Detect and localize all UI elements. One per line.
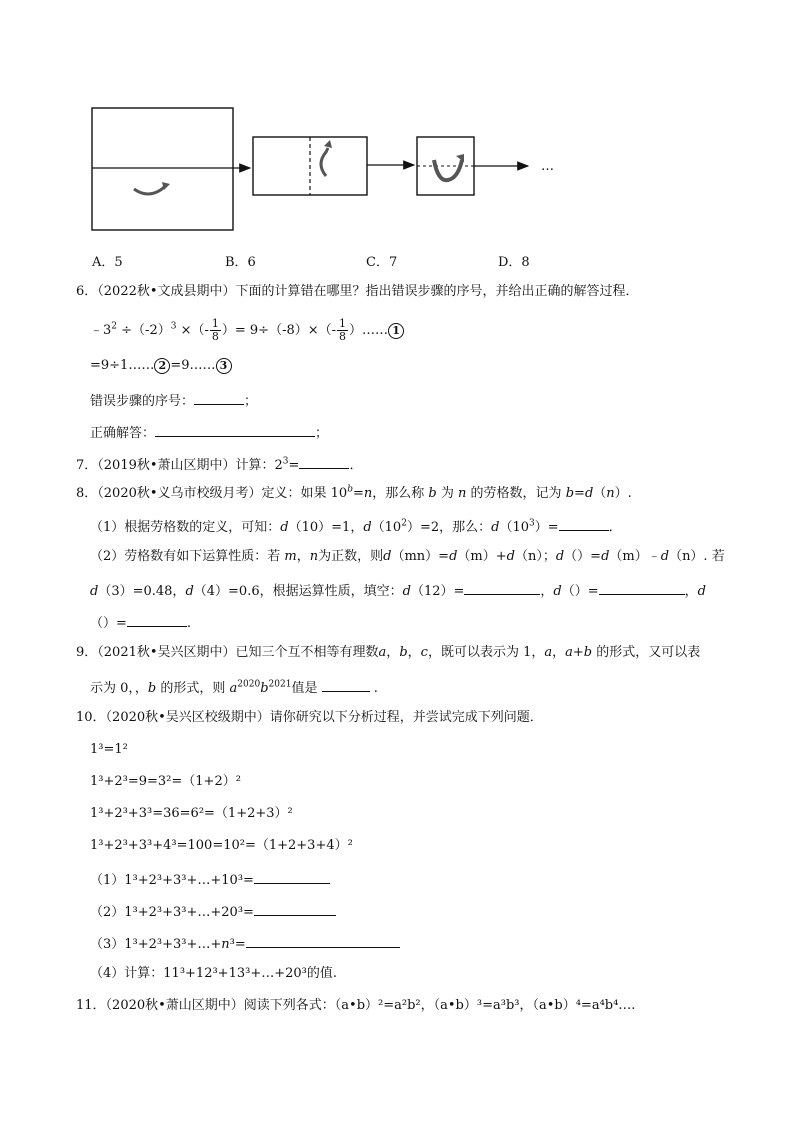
step-3-marker: 3 <box>216 358 232 374</box>
q9-answer-blank[interactable] <box>322 677 370 692</box>
q8-d2-blank[interactable] <box>599 580 685 595</box>
q6-header: 6．（2022秋•文成县期中）下面的计算错在哪里？指出错误步骤的序号，并给出正确的解答过程． <box>76 284 639 299</box>
q8-part1-blank[interactable] <box>559 516 609 531</box>
fold-down-icon <box>434 154 464 180</box>
q10-identity-1: 1³=1² <box>90 742 128 757</box>
option-a: A．5 <box>92 255 123 270</box>
folding-diagram <box>0 0 794 240</box>
q8-d3-blank[interactable] <box>127 612 187 627</box>
fraction-one-eighth: $\frac{1}{8}$ <box>339 317 347 343</box>
q9-line2: 示为 0，，b 的形式，则 $a^{2020}b^{2021}$值是 . <box>90 677 378 698</box>
q6-wrong-step: 错误步骤的序号： ； <box>90 390 257 411</box>
q10-identity-2: 1³+2³=9=3²=（1+2）² <box>90 774 241 789</box>
q6-expression-line1: $﹣3^2 \div(-2)^3$ ×（- $\frac{1}{8}$ ）= 9÷（-8）×（- $\frac{1}{8}$ ）…… 1 <box>90 318 404 343</box>
q8-d12-blank[interactable] <box>464 580 540 595</box>
q10-identity-3: 1³+2³+3³=36=6²=（1+2+3）² <box>90 806 293 821</box>
q8-part3: d（3）=0.48，d（4）=0.6，根据运算性质，填空：d（12）= ，d（）= ，d <box>90 580 706 601</box>
q9-line1: 9．（2021秋•吴兴区期中）已知三个互不相等有理数a，b，c，既可以表示为 1，a，a+b 的形式，又可以表 <box>76 645 701 660</box>
q8-part4: （）= . <box>90 612 191 633</box>
q8-header: 8．（2020秋•义乌市校级月考）定义：如果 $10^b=n$，那么称 b 为 n 的劳格数，记为 b=d（n）. <box>76 484 632 501</box>
q10-sub4: （4）计算：11³+12³+13³+…+20³的值. <box>90 966 337 981</box>
fold-up-icon <box>134 182 170 194</box>
q10-header: 10．（2020秋•吴兴区校级期中）请你研究以下分析过程，并尝试完成下列问题． <box>76 710 543 725</box>
ellipsis: … <box>541 159 554 174</box>
option-b: B．6 <box>225 255 256 270</box>
q10-sub3-blank[interactable] <box>246 933 400 948</box>
q7-line: 7．（2019秋•萧山区期中）计算：$2^3=$ ． <box>76 454 362 475</box>
q8-part1: （1）根据劳格数的定义，可知：d（10）=1，$d(10^2)=2$，那么：$d(10^3)=$ ． <box>90 516 622 537</box>
q7-answer-blank[interactable] <box>299 454 349 469</box>
q10-sub2-blank[interactable] <box>254 901 336 916</box>
step-2-marker: 2 <box>154 358 170 374</box>
step-1-marker: 1 <box>388 323 404 339</box>
wrong-step-blank[interactable] <box>194 390 244 405</box>
q10-sub2: （2）1³+2³+3³+…+20³= <box>90 901 336 922</box>
fold-left-icon <box>321 140 332 176</box>
q10-sub3: （3）1³+2³+3³+…+n³= <box>90 933 400 954</box>
q6-expression-line2: =9÷1…… 2 =9…… 3 <box>90 357 232 375</box>
option-d: D．8 <box>498 255 530 270</box>
q6-correct-answer: 正确解答： ； <box>90 422 328 443</box>
fraction-one-eighth: $\frac{1}{8}$ <box>211 317 219 343</box>
q10-sub1: （1）1³+2³+3³+…+10³= <box>90 869 330 890</box>
large-paper-square <box>92 108 233 230</box>
correct-answer-blank[interactable] <box>155 422 315 437</box>
q10-sub1-blank[interactable] <box>254 869 330 884</box>
q10-identity-4: 1³+2³+3³+4³=100=10²=（1+2+3+4）² <box>90 838 353 853</box>
option-c: C．7 <box>366 255 398 270</box>
q8-part2: （2）劳格数有如下运算性质：若 m，n为正数，则d（mn）=d（m）+d（n）；d（）=d（m）﹣d（n）. 若 <box>90 549 725 564</box>
q11-line: 11．（2020秋•萧山区期中）阅读下列各式：（a•b）²=a²b²，（a•b）³=a³b³，（a•b）⁴=a⁴b⁴…. <box>76 998 636 1013</box>
